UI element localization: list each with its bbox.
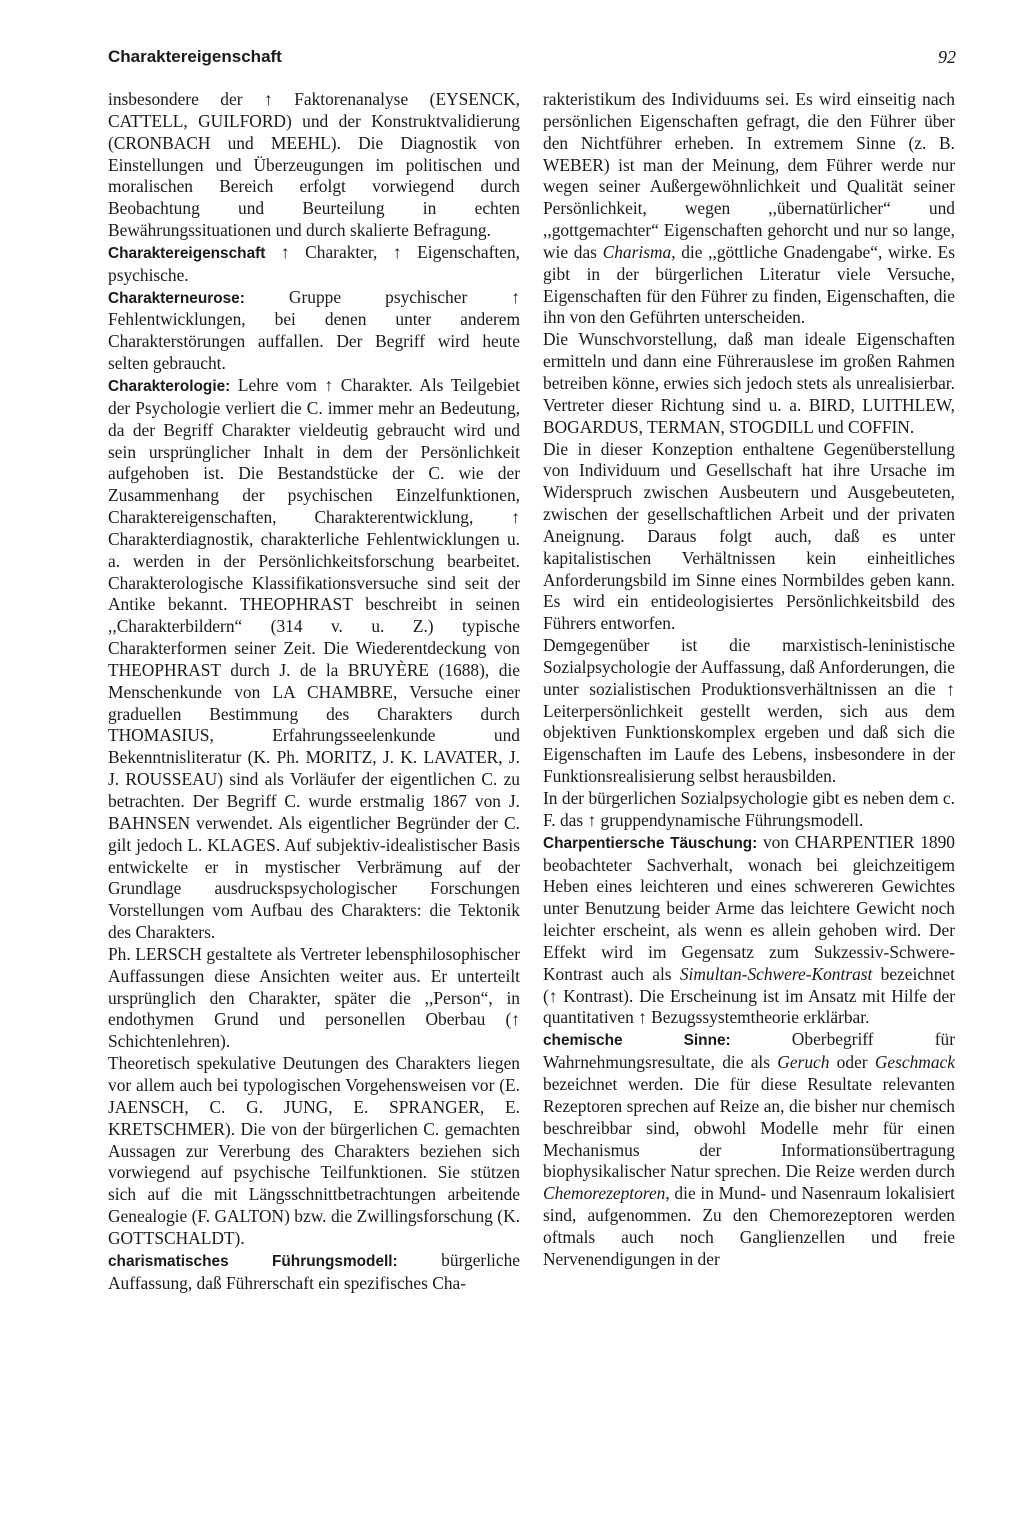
left-column	[108, 89, 520, 1294]
entry-paragraph: Die Wunschvorstellung, daß man ideale Eigenschaften ermitteln und dann eine Führerauslese im großen Rahmen betreiben könne, erwies sich jedoch stets als unrealisierbar. Vertreter dieser Richtung sind u. a. BIRD, LUITHLEW, BOGARDUS, TERMAN, STOGDILL und COFFIN.	[543, 329, 955, 437]
entry-charaktereigenschaft: Charaktereigenschaft ↑ Charakter, ↑ Eigenschaften, psychische.	[108, 241, 520, 285]
entry-charpentiersche-taeuschung: Charpentiersche Täuschung: von CHARPENTIER 1890 beobachteter Sachverhalt, wonach bei gleichzeitigem Heben eines leichteren und eines schwereren Gewichtes unter Benutzung beider Arme das leichtere Gewicht noch leichter erscheint, als wenn es allein gehoben wird. Der Effekt wird im Gegensatz zum Sukzessiv-Schwere-Kontrast auch als Simultan-Schwere-Kontrast bezeichnet (↑ Kontrast). Die Erscheinung ist im Ansatz mit Hilfe der quantitativen ↑ Bezugssystemtheorie erklärbar.	[543, 831, 955, 1028]
entry-paragraph: Demgegenüber ist die marxistisch-leninistische Sozialpsychologie der Auffassung, daß Anforderungen, die unter sozialistischen Produktionsverhältnissen an die ↑ Leiterpersönlichkeit gestellt werden, sich aus dem objektiven Funktionskomplex ergeben und daß sich die Eigenschaften im Laufe des Lebens, insbesondere in der Funktionsrealisierung selbst herausbilden.	[543, 635, 955, 787]
continued-entry-text: rakteristikum des Individuums sei. Es wird einseitig nach persönlichen Eigenschaften gefragt, die den Führer über den Nichtführer erheben. In extremem Sinne (z. B. WEBER) ist man der Meinung, dem Führer werde nur wegen seiner Außergewöhnlichkeit und Qualität seiner Persönlichkeit, wegen ,,übernatürlicher“ und ,,gottgemachter“ Eigenschaften gehorcht und nur so lange, wie das Charisma, die ,,göttliche Gnadengabe“, wirke. Es gibt in der bürgerlichen Literatur viele Versuche, Eigenschaften für den Führer zu finden, Eigenschaften, die ihn von den Geführten unterscheiden.	[543, 89, 955, 328]
entry-charakterneurose: Charakterneurose: Gruppe psychischer ↑ Fehlentwicklungen, bei denen unter anderem Charakterstörungen auffallen. Der Begriff wird heute selten gebraucht.	[108, 286, 520, 374]
entry-term: Charakterneurose:	[108, 289, 245, 307]
entry-term: Charpentiersche Täuschung:	[543, 834, 758, 852]
entry-paragraph: Theoretisch spekulative Deutungen des Charakters liegen vor allem auch bei typologischen Vorgehensweisen vor (E. JAENSCH, C. G. JUNG, E. SPRANGER, E. KRETSCHMER). Die von der bürgerlichen C. gemachten Aussagen zur Vererbung des Charakters beziehen sich vorwiegend auf psychische Teilfunktionen. Sie stützen sich auf die mit Längsschnittbetrachtungen arbeitende Genealogie (F. GALTON) bzw. die Zwillingsforschung (K. GOTTSCHALDT).	[108, 1053, 520, 1248]
running-head: Charaktereigenschaft	[108, 47, 282, 66]
right-column	[543, 89, 955, 1271]
entry-term: chemische Sinne:	[543, 1032, 731, 1050]
entry-charakterologie: Charakterologie: Lehre vom ↑ Charakter. Als Teilgebiet der Psychologie verliert die C. immer mehr an Bedeutung, da der Begriff Charakter vieldeutig gebraucht wird und sein ursprünglicher Inhalt in dem der Persönlichkeit aufgehoben ist. Die Bestandstücke der C. wie der Zusammenhang der psychischen Einzelfunktionen, Charaktereigenschaften, Charakterentwicklung, ↑ Charakterdiagnostik, charakterliche Fehlentwicklungen u. a. werden in der Persönlichkeitsforschung bearbeitet. Charakterologische Klassifikationsversuche sind seit der Antike bekannt. THEOPHRAST beschreibt in seinen ,,Charakterbildern“ (314 v. u. Z.) typische Charakterformen seiner Zeit. Die Wiederentdeckung von THEOPHRAST durch J. de la BRUYÈRE (1688), die Menschenkunde von LA CHAMBRE, Versuche einer graduellen Bestimmung des Charakters durch THOMASIUS, Erfahrungsseelenkunde und Bekenntnisliteratur (K. Ph. MORITZ, J. K. LAVATER, J. J. ROUSSEAU) sind als Vorläufer der eigentlichen C. zu betrachten. Der Begriff C. wurde erstmalig 1867 von J. BAHNSEN verwendet. Als eigentlicher Begründer der C. gilt jedoch L. KLAGES. Auf subjektiv-idealistischer Basis entwickelte er in mystischer Verbrämung auf der Grundlage ausdruckspsychologischer Forschungen Vorstellungen vom Aufbau des Charakters: die Tektonik des Charakters.	[108, 374, 520, 943]
entry-term: Charaktereigenschaft	[108, 244, 266, 262]
entry-charismatisches-fuehrungsmodell: charismatisches Führungsmodell: bürgerliche Auffassung, daß Führerschaft ein spezifisches Cha-	[108, 1249, 520, 1293]
page-number: 92	[938, 47, 956, 67]
entry-paragraph: Die in dieser Konzeption enthaltene Gegenüberstellung von Individuum und Gesellschaft hat ihre Ursache im Widerspruch zwischen Ausbeutern und Ausgebeuteten, zwischen der gesellschaftlichen Arbeit und der privaten Aneignung. Daraus folgt auch, daß es unter kapitalistischen Verhältnissen kein einheitliches Anforderungsbild im Sinne eines Normbildes geben kann. Es wird ein entideologisiertes Persönlichkeitsbild des Führers entworfen.	[543, 438, 955, 634]
entry-term: charismatisches Führungsmodell:	[108, 1252, 398, 1270]
continued-entry-text: insbesondere der ↑ Faktorenanalyse (EYSENCK, CATTELL, GUILFORD) und der Konstruktvalidierung (CRONBACH und MEEHL). Die Diagnostik von Einstellungen und Überzeugungen im politischen und moralischen Bereich erfolgt vorwiegend durch Beobachtung und Beurteilung in echten Bewährungssituationen und durch skalierte Befragung.	[108, 89, 520, 241]
entry-paragraph: In der bürgerlichen Sozialpsychologie gibt es neben dem c. F. das ↑ gruppendynamische Führungsmodell.	[543, 788, 955, 830]
entry-paragraph: Ph. LERSCH gestaltete als Vertreter lebensphilosophischer Auffassungen diese Ansichten weiter aus. Er unterteilt ursprünglich den Charakter, später die ,,Person“, in endothymen Grund und personellen Oberbau (↑ Schichtenlehren).	[108, 943, 520, 1052]
entry-term: Charakterologie:	[108, 377, 231, 395]
entry-chemische-sinne: chemische Sinne: Oberbegriff für Wahrnehmungsresultate, die als Geruch oder Geschmack bezeichnet werden. Die für diese Resultate relevanten Rezeptoren sprechen auf Reize an, die bisher nur chemisch beschreibbar sind, obwohl Modelle mehr für einen Mechanismus der Informationsübertragung biophysikalischer Natur sprechen. Die Reize werden durch Chemorezeptoren, die in Mund- und Nasenraum lokalisiert sind, aufgenommen. Zu den Chemorezeptoren werden oftmals auch noch Ganglienzellen und freie Nervenendigungen in der	[543, 1029, 955, 1269]
